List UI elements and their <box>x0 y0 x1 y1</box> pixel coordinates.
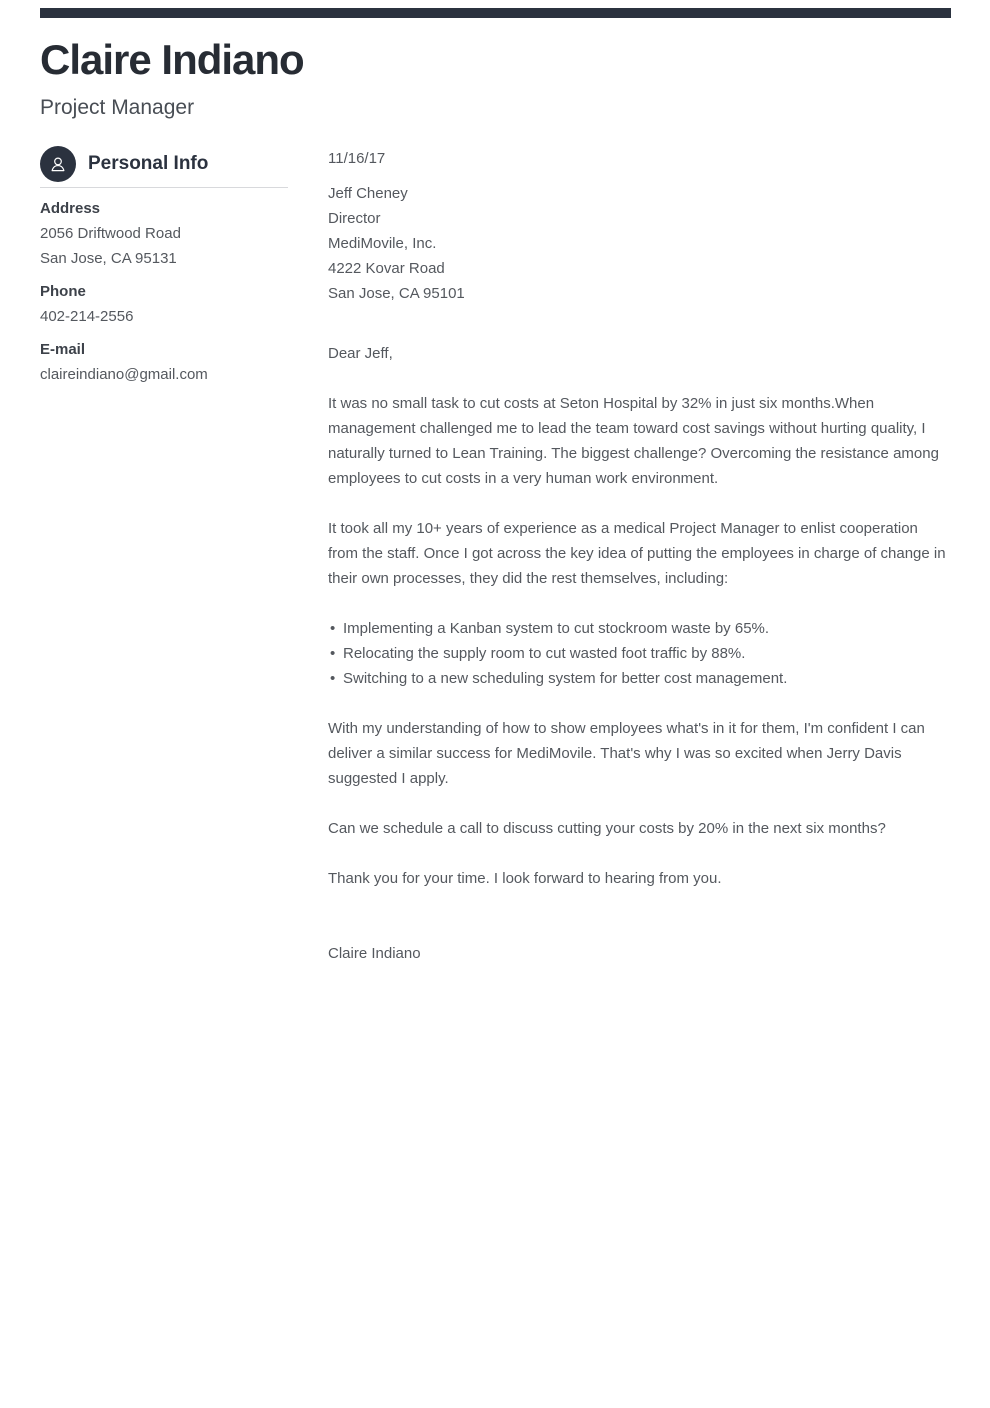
accent-top-bar <box>40 8 951 18</box>
cover-letter-page <box>0 8 990 966</box>
candidate-name: Claire Indiano <box>40 36 304 83</box>
paragraph-confidence: With my understanding of how to show employees what's in it for them, I'm confident I can deliver a similar success for MediMovile. That's why I was so excited when Jerry Davis suggested I apply. <box>328 720 925 787</box>
person-icon <box>40 146 76 182</box>
address-field <box>40 196 288 271</box>
letter-date: 11/16/17 <box>328 150 386 167</box>
phone-label: Phone <box>40 283 86 300</box>
personal-info-sidebar <box>40 146 288 966</box>
email-field <box>40 337 288 387</box>
paragraph-intro: It was no small task to cut costs at Seton Hospital by 32% in just six months.When management challenged me to lead the team toward cost savings without hurting quality, I naturally turned to Lean Training. The biggest challenge? Overcoming the resistance among employees to cut costs in a very human work environment. <box>328 395 939 487</box>
achievement-item: • Implementing a Kanban system to cut stockroom waste by 65%. <box>328 616 951 641</box>
achievement-list <box>328 616 951 691</box>
signature-name: Claire Indiano <box>328 945 421 962</box>
address-line-2: San Jose, CA 95131 <box>40 250 177 267</box>
paragraph-thanks: Thank you for your time. I look forward to hearing from you. <box>328 870 722 887</box>
address-line-1: 2056 Driftwood Road <box>40 225 181 242</box>
recipient-company: MediMovile, Inc. <box>328 235 437 252</box>
recipient-name: Jeff Cheney <box>328 185 408 202</box>
recipient-block <box>328 181 951 306</box>
achievement-item: • Switching to a new scheduling system for better cost management. <box>328 666 951 691</box>
candidate-job-title: Project Manager <box>40 96 195 119</box>
salutation: Dear Jeff, <box>328 345 393 362</box>
sidebar-divider <box>40 187 288 188</box>
personal-info-title: Personal Info <box>88 153 209 174</box>
personal-info-header <box>40 146 288 182</box>
email-value: claireindiano@gmail.com <box>40 366 208 383</box>
content-columns <box>40 146 950 966</box>
address-label: Address <box>40 200 101 217</box>
phone-field <box>40 279 288 329</box>
phone-value: 402-214-2556 <box>40 308 134 325</box>
recipient-title: Director <box>328 210 381 227</box>
letter-body <box>328 146 951 966</box>
recipient-city: San Jose, CA 95101 <box>328 285 465 302</box>
paragraph-experience: It took all my 10+ years of experience as a medical Project Manager to enlist cooperation from the staff. Once I got across the key idea of putting the employees in charge of change in their own processes, they did the rest themselves, including: <box>328 520 946 587</box>
achievement-item: • Relocating the supply room to cut wasted foot traffic by 88%. <box>328 641 951 666</box>
recipient-street: 4222 Kovar Road <box>328 260 445 277</box>
email-label: E-mail <box>40 341 86 358</box>
paragraph-call-to-action: Can we schedule a call to discuss cutting your costs by 20% in the next six months? <box>328 820 886 837</box>
